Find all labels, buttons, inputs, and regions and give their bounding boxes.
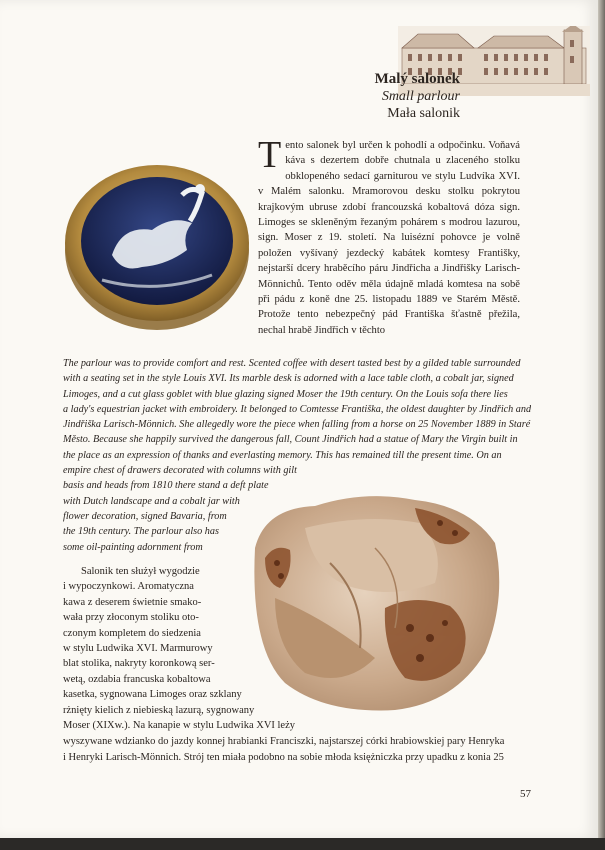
english-line: with Dutch landscape and a cobalt jar with	[63, 495, 240, 507]
polish-line: Moser (XIXw.). Na kanapie w stylu Ludwika XVI leży	[63, 720, 296, 732]
english-line: Limoges, and a cut glass goblet with blue glazing signed Moser the 19th century. On the Louis sofa there lies	[63, 388, 508, 400]
english-line: the place as an expression of thanks and everlasting memory. This has remained till the present time. On an	[63, 449, 502, 461]
english-line: some oil-painting adornment from	[63, 541, 203, 553]
english-line: flower decoration, signed Bavaria, from	[63, 510, 227, 522]
english-line: basis and heads from 1810 there stand a deft plate	[63, 480, 269, 492]
english-line: a lady's equestrian jacket with embroidery. It belonged to Comtesse Františka, the oldest daughter by Jindřich and	[63, 403, 531, 415]
english-line: the 19th century. The parlour also has	[63, 526, 219, 538]
czech-body-text: ento salonek byl určen k pohodlí a odpočinku. Voňavá káva s dezertem dobře chutnala u zlaceného stolku obklopeného sedací garniturou ve stylu Ludvíka XVI. v Malém salonku. Mramorovou desku stolku pokrytou krajkovým ubruse zdobí francouzská kobaltová dóza sign. Limoges se skleněným řezaným pohárem s modrou lazurou, sign. Moser z 19. století. Na luisézní pohovce je volně položen vyšívaný jezdecký kabátek komtesy Františky, nejstarší dcery hraběcího páru Jindřicha a Jindřišky Larisch-Mönnichů. Tento oděv měla údajně mladá komtesa na sobě při pádu z koně dne 25. listopadu 1889 ve Starém Městě. Protože tento nebezpečný pád Františka šťastně přežila, nechal hrabě Jindřich v těchto	[258, 140, 520, 336]
page-edge	[598, 0, 605, 838]
polish-line: wyszywane wdzianko do jazdy konnej hrabianki Franciszki, najstarszej córki hrabiowskiej pary Henryka	[63, 736, 505, 747]
polish-line: kasetka, sygnowana Limoges oraz szklany	[63, 689, 242, 701]
polish-line: rżnięty kielich z niebieską lazurą, sygnowany	[63, 704, 255, 716]
drop-cap: T	[258, 134, 282, 176]
polish-line: wetą, ozdabia francuska kobaltowa	[63, 673, 211, 685]
polish-line: kawa z deserem świetnie smako-	[63, 596, 202, 608]
title-polish: Mała salonik	[387, 106, 460, 121]
title-czech: Malý salonek	[374, 71, 460, 87]
english-line: Město. Because she happily survived the dangerous fall, Count Jindřich had a statue of Mary the Virgin built in	[63, 434, 518, 446]
english-line: with a seating set in the style Louis XVI. Its marble desk is adorned with a lace table cloth, a cobalt jar, signed	[63, 373, 514, 385]
polish-line: Salonik ten służył wygodzie	[81, 566, 200, 577]
polish-line: i Henryki Larisch-Mönnich. Strój ten miała podobno na sobie młoda księżniczka przy upadku z konia 25	[63, 751, 504, 763]
polish-paragraph-continued	[63, 734, 531, 765]
english-line: The parlour was to provide comfort and rest. Scented coffee with desert tasted best by a gilded table surrounded	[63, 358, 521, 369]
polish-line: czonym kompletem do siedzenia	[63, 627, 201, 639]
czech-paragraph	[258, 134, 520, 338]
cobalt-cameo-box-photo	[62, 155, 252, 335]
polish-line: blat stolika, nakryty koronkową ser-	[63, 658, 215, 670]
english-line: Jindřiška Larisch-Mönnich. She allegedly wore the piece when falling from a horse on 25 November 1889 in Staré	[63, 419, 531, 431]
english-line: empire chest of drawers decorated with columns with gilt	[63, 465, 297, 477]
scan-border	[0, 838, 605, 850]
section-heading	[310, 70, 460, 122]
page-number: 57	[520, 788, 531, 800]
polish-line: w stylu Ludwika XVI. Marmurowy	[63, 643, 213, 655]
polish-line: i wypoczynkowi. Aromatyczna	[63, 581, 194, 593]
polish-line: wała przy złoconym stoliku oto-	[63, 612, 199, 624]
polish-paragraph	[63, 564, 295, 733]
title-english: Small parlour	[381, 89, 460, 104]
